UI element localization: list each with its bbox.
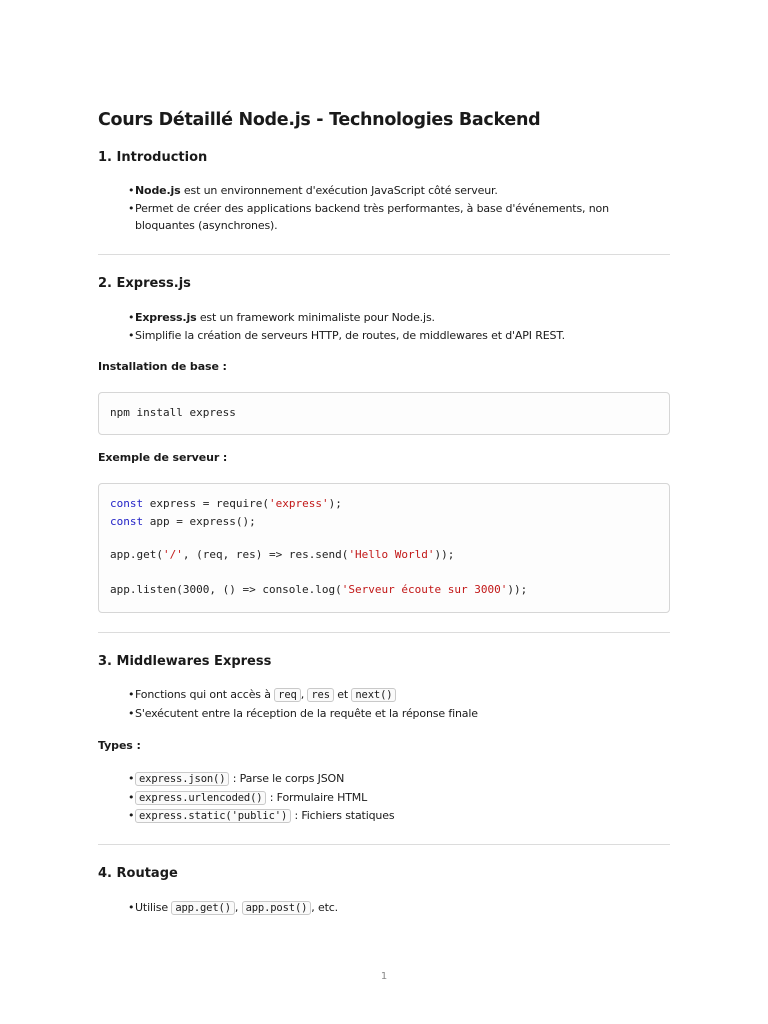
page-number: 1	[380, 971, 388, 982]
server-code-block[interactable]	[98, 483, 670, 613]
list-item	[128, 770, 670, 789]
bullet-marker: •	[128, 311, 135, 324]
list-item	[128, 705, 670, 723]
inline-code: next()	[351, 688, 396, 702]
code-string: 'Serveur écoute sur 3000'	[341, 583, 508, 596]
list-item	[128, 200, 670, 235]
list-item-text: : Formulaire HTML	[266, 790, 368, 804]
code-keyword: const	[110, 497, 144, 510]
inline-code: express.urlencoded()	[135, 791, 266, 805]
list-item-text: : Parse le corps JSON	[229, 772, 345, 785]
separator-text: ,	[300, 688, 308, 701]
middlewares-bullet-list	[128, 686, 670, 722]
section-heading-introduction: 1. Introduction	[98, 150, 208, 165]
types-label: Types :	[98, 739, 141, 752]
list-item-text: Utilise	[135, 901, 172, 914]
code-text: app.get(	[110, 548, 163, 561]
example-label: Exemple de serveur :	[98, 451, 228, 464]
bold-term: Express.js	[135, 311, 197, 324]
list-item-text: , etc.	[311, 901, 339, 914]
bullet-marker: •	[128, 790, 135, 804]
list-item	[128, 807, 670, 826]
code-string: 'Hello World'	[348, 548, 435, 561]
bullet-marker: •	[128, 706, 135, 720]
separator-text: et	[333, 688, 352, 701]
inline-code: req	[274, 688, 301, 702]
bullet-marker: •	[128, 184, 135, 197]
list-item-text: : Fichiers statiques	[291, 809, 395, 822]
install-code-block[interactable]	[98, 392, 670, 435]
bullet-marker: •	[128, 201, 135, 215]
code-line	[110, 583, 527, 596]
bullet-marker: •	[128, 688, 135, 701]
types-bullet-list	[128, 770, 670, 826]
code-text: ));	[507, 583, 528, 596]
inline-code: app.get()	[171, 901, 235, 915]
code-line	[110, 515, 256, 528]
install-label: Installation de base :	[98, 360, 227, 373]
code-text: app = express();	[143, 515, 256, 528]
list-item-text: est un framework minimaliste pour Node.js.	[196, 311, 435, 324]
code-line	[110, 497, 342, 510]
section-heading-express: 2. Express.js	[98, 276, 191, 291]
code-string: '/'	[162, 548, 183, 561]
list-item	[128, 182, 670, 200]
code-text: , (req, res) => res.send(	[182, 548, 349, 561]
code-text: express = require(	[143, 497, 269, 510]
inline-code: app.post()	[242, 901, 312, 915]
bullet-marker: •	[128, 901, 135, 914]
code-line: npm install express	[110, 406, 236, 419]
list-item-text: Fonctions qui ont accès à	[135, 688, 275, 701]
page-title: Cours Détaillé Node.js - Technologies Backend	[98, 110, 541, 130]
list-item	[128, 309, 670, 327]
code-text: );	[328, 497, 342, 510]
list-item	[128, 327, 670, 345]
list-item-text: Simplifie la création de serveurs HTTP, de routes, de middlewares et d'API REST.	[135, 328, 565, 342]
separator-text: ,	[234, 901, 242, 914]
code-line	[110, 548, 454, 561]
code-text: ));	[434, 548, 455, 561]
section-divider	[98, 844, 670, 845]
list-item-text: S'exécutent entre la réception de la requête et la réponse finale	[135, 706, 478, 720]
code-keyword: const	[110, 515, 144, 528]
inline-code: express.json()	[135, 772, 229, 786]
express-bullet-list	[128, 309, 670, 344]
section-heading-middlewares: 3. Middlewares Express	[98, 654, 272, 669]
bullet-marker: •	[128, 772, 135, 785]
bullet-marker: •	[128, 328, 135, 342]
bold-term: Node.js	[135, 184, 181, 197]
section-heading-routage: 4. Routage	[98, 866, 178, 881]
inline-code: res	[307, 688, 334, 702]
section-divider	[98, 254, 670, 255]
code-text: app.listen(3000, () => console.log(	[110, 583, 342, 596]
intro-bullet-list	[128, 182, 670, 235]
list-item	[128, 899, 670, 918]
list-item	[128, 789, 670, 808]
bullet-marker: •	[128, 809, 135, 822]
inline-code: express.static('public')	[135, 809, 291, 823]
section-divider	[98, 632, 670, 633]
list-item	[128, 686, 670, 705]
routage-bullet-list	[128, 899, 670, 918]
list-item-text: Permet de créer des applications backend très performantes, à base d'événements, non bloquantes (asynchrones).	[135, 201, 609, 232]
code-string: 'express'	[268, 497, 329, 510]
list-item-text: est un environnement d'exécution JavaScript côté serveur.	[180, 184, 498, 197]
